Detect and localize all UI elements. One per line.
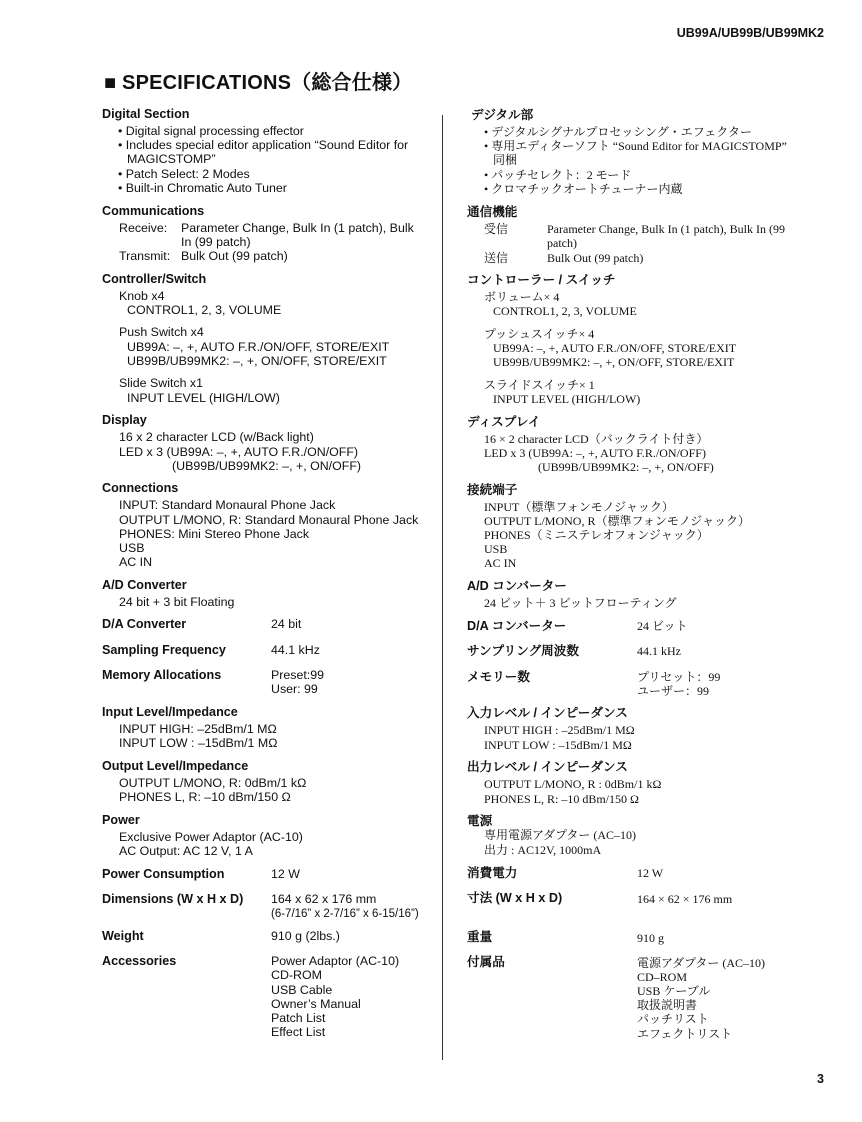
section-heading: Output Level/Impedance <box>102 759 249 773</box>
spec-line: • Patch Select: 2 Modes <box>118 167 250 181</box>
spec-line: PHONES: Mini Stereo Phone Jack <box>119 527 310 541</box>
section-heading: Digital Section <box>102 107 190 121</box>
section-heading: 電源 <box>467 814 493 828</box>
model-header: UB99A/UB99B/UB99MK2 <box>676 26 824 40</box>
spec-line: UB99A: –, +, AUTO F.R./ON/OFF, STORE/EXIT <box>127 340 390 354</box>
spec-value: 12 W <box>637 866 664 880</box>
section-heading: 重量 <box>467 930 493 944</box>
spec-value: Effect List <box>271 1025 326 1039</box>
spec-line: 16 × 2 character LCD（バックライト付き） <box>484 432 709 446</box>
section-heading: Controller/Switch <box>102 272 207 286</box>
spec-line: Knob x4 <box>119 289 165 303</box>
spec-value: Power Adaptor (AC-10) <box>271 954 400 968</box>
spec-line: Bulk Out (99 patch) <box>547 251 644 265</box>
spec-line: UB99B/UB99MK2: –, +, ON/OFF, STORE/EXIT <box>127 354 387 368</box>
spec-label: Receive: <box>119 221 168 235</box>
spec-value: User: 99 <box>271 682 318 696</box>
spec-line: INPUT（標準フォンモノジャック） <box>484 500 674 514</box>
spec-line: (UB99B/UB99MK2: –, +, ON/OFF) <box>538 460 714 474</box>
spec-line: CONTROL1, 2, 3, VOLUME <box>127 303 282 317</box>
section-heading: 出力レベル / インピーダンス <box>467 760 628 774</box>
spec-line: UB99B/UB99MK2: –, +, ON/OFF, STORE/EXIT <box>493 355 735 369</box>
spec-line: 専用電源アダプター (AC–10) <box>484 828 636 842</box>
spec-line: Slide Switch x1 <box>119 376 204 390</box>
spec-line: Bulk Out (99 patch) <box>181 249 288 263</box>
spec-line: INPUT LOW : –15dBm/1 MΩ <box>119 736 278 750</box>
spec-value: USB ケーブル <box>637 984 711 998</box>
spec-line: • Digital signal processing effector <box>118 124 304 138</box>
section-heading: Weight <box>102 929 144 943</box>
spec-value: エフェクトリスト <box>637 1027 733 1041</box>
section-heading: Memory Allocations <box>102 668 222 682</box>
spec-line: PHONES L, R: –10 dBm/150 Ω <box>119 790 291 804</box>
section-heading: D/A Converter <box>102 617 187 631</box>
section-heading: Communications <box>102 204 205 218</box>
section-heading: Power <box>102 813 140 827</box>
spec-value: 24 bit <box>271 617 302 631</box>
section-heading: ディスプレイ <box>467 415 541 429</box>
section-heading: A/D Converter <box>102 578 187 592</box>
spec-value: CD-ROM <box>271 968 322 982</box>
spec-line: • 専用エディターソフト “Sound Editor for MAGICSTOMP” <box>484 139 787 153</box>
section-heading: メモリー数 <box>467 670 530 684</box>
spec-line: PHONES（ミニステレオフォンジャック） <box>484 528 709 542</box>
section-heading: D/A コンバーター <box>467 619 567 633</box>
spec-line: INPUT HIGH: –25dBm/1 MΩ <box>119 722 277 736</box>
spec-label: 送信 <box>484 251 509 265</box>
spec-value: (6-7/16” x 2-7/16” x 6-15/16”) <box>271 908 419 920</box>
section-heading: Power Consumption <box>102 867 225 881</box>
section-heading: 接続端子 <box>467 483 518 497</box>
spec-line: プッシュスイッチ× 4 <box>484 327 595 341</box>
spec-value: Owner’s Manual <box>271 997 361 1011</box>
column-divider <box>442 115 443 1060</box>
section-heading: Accessories <box>102 954 177 968</box>
spec-value: 910 g (2lbs.) <box>271 929 340 943</box>
spec-line: AC Output: AC 12 V, 1 A <box>119 844 253 858</box>
spec-line: 同梱 <box>493 153 518 167</box>
spec-line: OUTPUT L/MONO, R: 0dBm/1 kΩ <box>119 776 307 790</box>
section-heading: コントローラー / スイッチ <box>467 273 616 287</box>
spec-value: 取扱説明書 <box>637 998 698 1012</box>
spec-line: OUTPUT L/MONO, R : 0dBm/1 kΩ <box>484 777 662 791</box>
spec-line: USB <box>119 541 145 555</box>
spec-value: ユーザー：99 <box>637 684 710 698</box>
spec-line: 24 bit + 3 bit Floating <box>119 595 235 609</box>
spec-line: USB <box>484 542 508 556</box>
spec-line: INPUT HIGH : –25dBm/1 MΩ <box>484 723 635 737</box>
spec-value: パッチリスト <box>637 1012 709 1026</box>
spec-line: INPUT LOW : –15dBm/1 MΩ <box>484 738 632 752</box>
spec-line: • Includes special editor application “Sound Editor for <box>118 138 409 152</box>
spec-line: patch) <box>547 236 577 250</box>
spec-label: 受信 <box>484 222 509 236</box>
spec-line: Parameter Change, Bulk In (1 patch), Bulk <box>181 221 414 235</box>
spec-value: 44.1 kHz <box>637 644 681 658</box>
section-heading: A/D コンバーター <box>467 579 567 593</box>
spec-line: • クロマチックオートチューナー内蔵 <box>484 182 683 196</box>
spec-line: • パッチセレクト：2 モード <box>484 168 632 182</box>
spec-value: Patch List <box>271 1011 326 1025</box>
spec-line: MAGICSTOMP” <box>127 152 216 166</box>
section-heading: サンプリング周波数 <box>467 644 579 658</box>
spec-label: Transmit: <box>119 249 171 263</box>
spec-line: AC IN <box>484 556 517 570</box>
spec-line: LED x 3 (UB99A: –, +, AUTO F.R./ON/OFF) <box>484 446 706 460</box>
spec-value: 電源アダプター (AC–10) <box>637 956 765 970</box>
spec-value: USB Cable <box>271 983 333 997</box>
spec-line: • Built-in Chromatic Auto Tuner <box>118 181 287 195</box>
page-title: ■ SPECIFICATIONS（総合仕様） <box>104 72 413 94</box>
spec-value: 164 × 62 × 176 mm <box>637 892 733 906</box>
spec-value: 12 W <box>271 867 300 881</box>
spec-line: 出力 : AC12V, 1000mA <box>484 843 602 857</box>
spec-line: (UB99B/UB99MK2: –, +, ON/OFF) <box>172 459 362 473</box>
section-heading: Connections <box>102 481 179 495</box>
page-number: 3 <box>817 1072 824 1086</box>
spec-value: 44.1 kHz <box>271 643 320 657</box>
spec-value: 910 g <box>637 931 664 945</box>
spec-line: 24 ビット＋ 3 ビットフローティング <box>484 596 677 610</box>
section-heading: 付属品 <box>467 955 505 969</box>
spec-line: INPUT LEVEL (HIGH/LOW) <box>493 392 641 406</box>
spec-value: 24 ビット <box>637 619 688 633</box>
spec-line: Parameter Change, Bulk In (1 patch), Bulk In (99 <box>547 222 785 236</box>
spec-line: 16 x 2 character LCD (w/Back light) <box>119 430 314 444</box>
section-heading: 通信機能 <box>467 205 518 219</box>
spec-line: In (99 patch) <box>181 235 251 249</box>
section-heading: Sampling Frequency <box>102 643 226 657</box>
spec-line: PHONES L, R: –10 dBm/150 Ω <box>484 792 639 806</box>
spec-line: Exclusive Power Adaptor (AC-10) <box>119 830 303 844</box>
spec-value: Preset:99 <box>271 668 325 682</box>
section-heading: 入力レベル / インピーダンス <box>467 706 628 720</box>
spec-line: CONTROL1, 2, 3, VOLUME <box>493 304 637 318</box>
spec-value: 164 x 62 x 176 mm <box>271 892 377 906</box>
spec-line: AC IN <box>119 555 153 569</box>
section-heading: デジタル部 <box>471 108 534 122</box>
spec-value: CD–ROM <box>637 970 688 984</box>
spec-line: INPUT LEVEL (HIGH/LOW) <box>127 391 280 405</box>
spec-line: Push Switch x4 <box>119 325 204 339</box>
section-heading: Display <box>102 413 147 427</box>
spec-line: スライドスイッチ× 1 <box>484 378 595 392</box>
spec-line: • デジタルシグナルプロセッシング・エフェクター <box>484 125 752 139</box>
section-heading: 寸法 (W x H x D) <box>467 891 563 905</box>
spec-line: OUTPUT L/MONO, R: Standard Monaural Phone Jack <box>119 513 419 527</box>
spec-line: LED x 3 (UB99A: –, +, AUTO F.R./ON/OFF) <box>119 445 359 459</box>
spec-line: OUTPUT L/MONO, R（標準フォンモノジャック） <box>484 514 751 528</box>
spec-line: ボリューム× 4 <box>484 290 560 304</box>
section-heading: Input Level/Impedance <box>102 705 238 719</box>
section-heading: 消費電力 <box>467 866 518 880</box>
spec-line: INPUT: Standard Monaural Phone Jack <box>119 498 336 512</box>
section-heading: Dimensions (W x H x D) <box>102 892 244 906</box>
spec-line: UB99A: –, +, AUTO F.R./ON/OFF, STORE/EXIT <box>493 341 737 355</box>
spec-value: プリセット：99 <box>637 670 721 684</box>
